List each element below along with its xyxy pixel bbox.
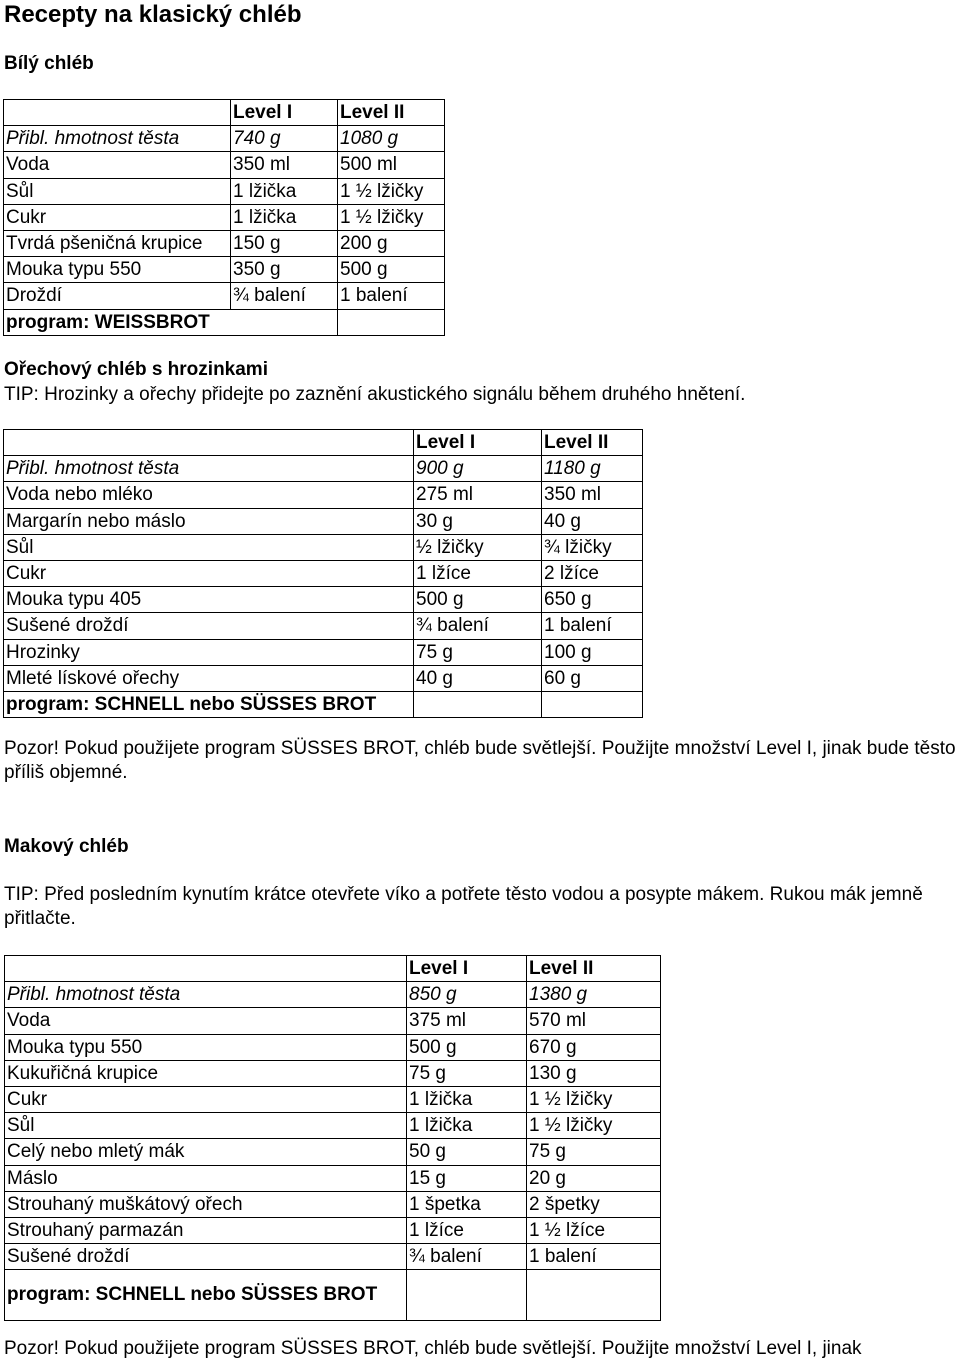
ingredient-level-2: 1 ½ lžičky	[338, 178, 445, 204]
ingredient-row	[4, 152, 445, 178]
recipe-3-title: Makový chléb	[4, 836, 129, 857]
program-row	[4, 691, 643, 717]
weight-level-1: 900 g	[414, 456, 542, 482]
recipe-1-table	[3, 99, 445, 336]
ingredient-row	[4, 665, 643, 691]
ingredient-row	[4, 178, 445, 204]
page-title: Recepty na klasický chléb	[4, 1, 302, 28]
ingredient-level-2: 350 ml	[542, 482, 643, 508]
ingredient-row	[4, 560, 643, 586]
weight-label: Přibl. hmotnost těsta	[5, 982, 407, 1008]
ingredient-level-2: 500 g	[338, 257, 445, 283]
recipe-2-tip: TIP: Hrozinky a ořechy přidejte po zaznění akustického signálu během druhého hnětení.	[4, 384, 746, 405]
ingredient-level-1: 275 ml	[414, 482, 542, 508]
weight-row	[4, 456, 643, 482]
recipe-1-title: Bílý chléb	[4, 53, 94, 74]
ingredient-name: Cukr	[4, 204, 231, 230]
ingredient-level-1: 75 g	[414, 639, 542, 665]
ingredient-row	[4, 639, 643, 665]
header-level-2: Level II	[527, 956, 661, 982]
ingredient-row	[5, 1139, 661, 1165]
ingredient-level-1: ¾ balení	[414, 613, 542, 639]
ingredient-name: Mouka typu 405	[4, 587, 414, 613]
header-empty-cell	[5, 956, 407, 982]
ingredient-level-1: 375 ml	[407, 1008, 527, 1034]
ingredient-level-2: 1 ½ lžíce	[527, 1217, 661, 1243]
table-header-row	[4, 430, 643, 456]
ingredient-level-2: 75 g	[527, 1139, 661, 1165]
header-level-1: Level I	[414, 430, 542, 456]
table-header-row	[5, 956, 661, 982]
ingredient-row	[4, 534, 643, 560]
ingredient-row	[5, 1008, 661, 1034]
program-label: program: WEISSBROT	[4, 309, 338, 335]
ingredient-level-1: 1 lžička	[407, 1086, 527, 1112]
recipe-2-note: Pozor! Pokud použijete program SÜSSES BROT, chléb bude světlejší. Použijte množství Level I, jinak bude těsto příliš objemné.	[4, 738, 956, 783]
ingredient-row	[4, 613, 643, 639]
ingredient-row	[5, 1165, 661, 1191]
ingredient-row	[5, 1191, 661, 1217]
ingredient-level-1: 500 g	[414, 587, 542, 613]
weight-level-2: 1180 g	[542, 456, 643, 482]
ingredient-row	[4, 283, 445, 309]
ingredient-name: Mouka typu 550	[4, 257, 231, 283]
ingredient-level-1: 1 lžička	[407, 1113, 527, 1139]
ingredient-name: Sušené droždí	[5, 1244, 407, 1270]
ingredient-row	[5, 1244, 661, 1270]
header-empty-cell	[4, 100, 231, 126]
ingredient-level-2: 20 g	[527, 1165, 661, 1191]
ingredient-level-2: 40 g	[542, 508, 643, 534]
ingredient-name: Mouka typu 550	[5, 1034, 407, 1060]
ingredient-level-2: 2 lžíce	[542, 560, 643, 586]
program-row	[4, 309, 445, 335]
ingredient-name: Cukr	[5, 1086, 407, 1112]
ingredient-row	[4, 587, 643, 613]
ingredient-level-2: 2 špetky	[527, 1191, 661, 1217]
ingredient-name: Celý nebo mletý mák	[5, 1139, 407, 1165]
ingredient-level-1: 30 g	[414, 508, 542, 534]
ingredient-row	[4, 230, 445, 256]
program-empty-cell	[407, 1270, 527, 1321]
weight-level-2: 1080 g	[338, 126, 445, 152]
ingredient-level-1: ¾ balení	[407, 1244, 527, 1270]
ingredient-row	[4, 257, 445, 283]
ingredient-level-1: 1 lžíce	[407, 1217, 527, 1243]
program-row	[5, 1270, 661, 1321]
ingredient-row	[4, 482, 643, 508]
ingredient-name: Margarín nebo máslo	[4, 508, 414, 534]
ingredient-name: Voda	[4, 152, 231, 178]
ingredient-level-2: 670 g	[527, 1034, 661, 1060]
ingredient-name: Kukuřičná krupice	[5, 1060, 407, 1086]
ingredient-name: Sůl	[4, 534, 414, 560]
weight-level-2: 1380 g	[527, 982, 661, 1008]
weight-label: Přibl. hmotnost těsta	[4, 126, 231, 152]
weight-level-1: 740 g	[231, 126, 338, 152]
ingredient-row	[5, 1060, 661, 1086]
ingredient-name: Tvrdá pšeničná krupice	[4, 230, 231, 256]
ingredient-level-1: 350 g	[231, 257, 338, 283]
ingredient-row	[5, 1034, 661, 1060]
ingredient-row	[5, 1217, 661, 1243]
ingredient-level-1: 350 ml	[231, 152, 338, 178]
program-label: program: SCHNELL nebo SÜSSES BROT	[4, 691, 414, 717]
ingredient-level-1: 1 lžička	[231, 204, 338, 230]
header-empty-cell	[4, 430, 414, 456]
weight-row	[4, 126, 445, 152]
ingredient-name: Strouhaný muškátový ořech	[5, 1191, 407, 1217]
ingredient-level-1: 1 špetka	[407, 1191, 527, 1217]
recipe-3-table	[4, 955, 661, 1321]
program-empty-cell	[414, 691, 542, 717]
table-header-row	[4, 100, 445, 126]
ingredient-level-2: 1 balení	[542, 613, 643, 639]
ingredient-row	[4, 508, 643, 534]
header-level-2: Level II	[542, 430, 643, 456]
weight-label: Přibl. hmotnost těsta	[4, 456, 414, 482]
ingredient-level-1: 75 g	[407, 1060, 527, 1086]
ingredient-level-2: 100 g	[542, 639, 643, 665]
ingredient-name: Strouhaný parmazán	[5, 1217, 407, 1243]
ingredient-level-1: ¾ balení	[231, 283, 338, 309]
ingredient-name: Voda	[5, 1008, 407, 1034]
weight-level-1: 850 g	[407, 982, 527, 1008]
ingredient-level-1: 500 g	[407, 1034, 527, 1060]
ingredient-level-1: 1 lžička	[231, 178, 338, 204]
ingredient-level-2: 1 ½ lžičky	[527, 1113, 661, 1139]
header-level-1: Level I	[407, 956, 527, 982]
ingredient-level-1: 50 g	[407, 1139, 527, 1165]
ingredient-level-2: 60 g	[542, 665, 643, 691]
ingredient-level-2: 570 ml	[527, 1008, 661, 1034]
ingredient-name: Sůl	[5, 1113, 407, 1139]
ingredient-level-1: 40 g	[414, 665, 542, 691]
header-level-1: Level I	[231, 100, 338, 126]
ingredient-name: Droždí	[4, 283, 231, 309]
ingredient-level-1: ½ lžičky	[414, 534, 542, 560]
ingredient-level-2: 200 g	[338, 230, 445, 256]
ingredient-level-2: ¾ lžičky	[542, 534, 643, 560]
ingredient-level-2: 1 balení	[527, 1244, 661, 1270]
recipe-2-title: Ořechový chléb s hrozinkami	[4, 359, 268, 380]
ingredient-level-2: 1 balení	[338, 283, 445, 309]
recipe-3-tip: TIP: Před posledním kynutím krátce otevřete víko a potřete těsto vodou a posypte mákem. Rukou mák jemně přitlačte.	[4, 884, 923, 929]
ingredient-row	[4, 204, 445, 230]
ingredient-level-2: 130 g	[527, 1060, 661, 1086]
ingredient-level-2: 1 ½ lžičky	[338, 204, 445, 230]
ingredient-name: Máslo	[5, 1165, 407, 1191]
ingredient-level-2: 650 g	[542, 587, 643, 613]
ingredient-name: Hrozinky	[4, 639, 414, 665]
ingredient-level-1: 150 g	[231, 230, 338, 256]
program-label: program: SCHNELL nebo SÜSSES BROT	[5, 1270, 407, 1321]
ingredient-level-2: 500 ml	[338, 152, 445, 178]
ingredient-name: Mleté lískové ořechy	[4, 665, 414, 691]
ingredient-name: Sušené droždí	[4, 613, 414, 639]
program-empty-cell	[527, 1270, 661, 1321]
ingredient-row	[5, 1086, 661, 1112]
header-level-2: Level II	[338, 100, 445, 126]
ingredient-name: Voda nebo mléko	[4, 482, 414, 508]
ingredient-name: Sůl	[4, 178, 231, 204]
weight-row	[5, 982, 661, 1008]
recipe-2-table	[3, 429, 643, 718]
ingredient-row	[5, 1113, 661, 1139]
program-empty-cell	[338, 309, 445, 335]
ingredient-level-1: 15 g	[407, 1165, 527, 1191]
recipe-3-note: Pozor! Pokud použijete program SÜSSES BROT, chléb bude světlejší. Použijte množství Level I, jinak	[4, 1338, 862, 1359]
program-empty-cell	[542, 691, 643, 717]
ingredient-level-2: 1 ½ lžičky	[527, 1086, 661, 1112]
ingredient-level-1: 1 lžíce	[414, 560, 542, 586]
ingredient-name: Cukr	[4, 560, 414, 586]
